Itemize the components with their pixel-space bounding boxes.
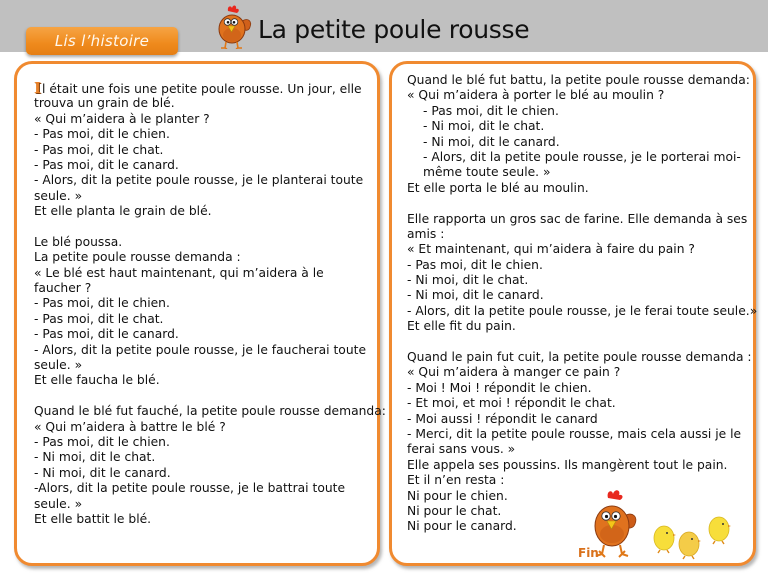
story-line: - Pas moi, dit le canard.	[34, 157, 179, 172]
story-line: Ni pour le chien.	[407, 488, 508, 503]
story-line: trouva un grain de blé.	[34, 96, 175, 111]
story-line: - Pas moi, dit le chien.	[423, 103, 559, 118]
story-line: - Pas moi, dit le chien.	[34, 127, 170, 142]
story-line: - Moi aussi ! répondit le canard	[407, 411, 598, 426]
story-line: Ni pour le canard.	[407, 519, 517, 534]
story-line: Le blé poussa.	[34, 234, 123, 249]
story-line: - Alors, dit la petite poule rousse, je le ferai toute seule.»	[407, 303, 758, 318]
story-line: « Et maintenant, qui m’aidera à faire du pain ?	[407, 242, 695, 257]
story-line: « Qui m’aidera à porter le blé au moulin ?	[407, 88, 665, 103]
story-line: -Alors, dit la petite poule rousse, je le battrai toute	[34, 481, 346, 496]
paragraph-gap	[34, 389, 386, 404]
story-line: Il était une fois une petite poule rousse. Un jour, elle	[34, 79, 362, 97]
story-line: - Et moi, et moi ! répondit le chat.	[407, 396, 616, 411]
story-line: Et il n’en resta :	[407, 473, 505, 488]
story-line: Quand le blé fut fauché, la petite poule rousse demanda:	[34, 404, 386, 419]
paragraph-gap	[407, 196, 757, 211]
story-line: Et elle battit le blé.	[34, 511, 152, 526]
story-line: - Pas moi, dit le chien.	[407, 257, 543, 272]
dropcap-letter: I	[34, 79, 42, 97]
story-line: Quand le blé fut battu, la petite poule rousse demanda:	[407, 73, 750, 87]
story-line: - Ni moi, dit le canard.	[423, 134, 560, 149]
story-line: « Qui m’aidera à le planter ?	[34, 111, 210, 126]
chick-icon	[709, 517, 731, 544]
story-line: seule. »	[34, 188, 83, 203]
story-line: - Moi ! Moi ! répondit le chien.	[407, 380, 592, 395]
story-line: - Pas moi, dit le canard.	[34, 327, 179, 342]
paragraph-gap	[34, 220, 386, 235]
story-text-right	[407, 73, 757, 535]
story-line: - Merci, dit la petite poule rousse, mais cela aussi je le	[407, 426, 742, 441]
story-line: même toute seule. »	[423, 165, 551, 180]
story-line: La petite poule rousse demanda :	[34, 250, 241, 265]
story-line: Elle appela ses poussins. Ils mangèrent tout le pain.	[407, 457, 728, 472]
read-story-button[interactable]: Lis l’histoire	[26, 27, 178, 55]
story-panel-right	[389, 61, 756, 566]
story-line: - Ni moi, dit le chat.	[34, 450, 156, 465]
end-illustration	[572, 486, 752, 564]
story-line: Et elle porta le blé au moulin.	[407, 180, 589, 195]
story-line: Et elle faucha le blé.	[34, 373, 160, 388]
story-line: « Qui m’aidera à manger ce pain ?	[407, 365, 621, 380]
story-line: - Ni moi, dit le canard.	[34, 465, 171, 480]
story-panel-left	[14, 61, 386, 566]
story-line: Ni pour le chat.	[407, 503, 502, 518]
page-title-group	[212, 2, 529, 50]
story-line: Et elle fit du pain.	[407, 319, 516, 334]
story-line: - Alors, dit la petite poule rousse, je le porterai moi-	[423, 149, 741, 164]
story-line: faucher ?	[34, 281, 92, 296]
story-line: Et elle planta le grain de blé.	[34, 204, 212, 219]
story-line: seule. »	[34, 496, 83, 511]
story-line: - Ni moi, dit le canard.	[407, 288, 544, 303]
hen-icon	[595, 490, 636, 557]
story-line: ferai sans vous. »	[407, 442, 516, 457]
story-line: - Ni moi, dit le chat.	[423, 119, 545, 134]
story-line: « Le blé est haut maintenant, qui m’aidera à le	[34, 265, 324, 280]
end-label: Fin	[578, 546, 599, 560]
paragraph-gap	[407, 335, 757, 350]
hen-icon	[212, 3, 254, 49]
story-line: - Pas moi, dit le chien.	[34, 296, 170, 311]
story-line: - Alors, dit la petite poule rousse, je le planterai toute	[34, 173, 364, 188]
story-line: - Ni moi, dit le chat.	[407, 273, 529, 288]
chick-icon	[654, 526, 676, 553]
story-line: amis :	[407, 226, 445, 241]
story-line: - Alors, dit la petite poule rousse, je le faucherai toute	[34, 342, 367, 357]
header-bar	[0, 0, 768, 52]
story-line: - Pas moi, dit le chien.	[34, 434, 170, 449]
story-line: Elle rapporta un gros sac de farine. Elle demanda à ses	[407, 211, 748, 226]
page-title: La petite poule rousse	[258, 14, 530, 44]
story-line: « Qui m’aidera à battre le blé ?	[34, 419, 226, 434]
story-line: seule. »	[34, 358, 83, 373]
story-line: - Pas moi, dit le chat.	[34, 311, 164, 326]
story-text-left	[34, 81, 386, 527]
chick-icon	[679, 532, 701, 559]
story-line: Quand le pain fut cuit, la petite poule rousse demanda :	[407, 350, 752, 365]
story-line: - Pas moi, dit le chat.	[34, 142, 164, 157]
